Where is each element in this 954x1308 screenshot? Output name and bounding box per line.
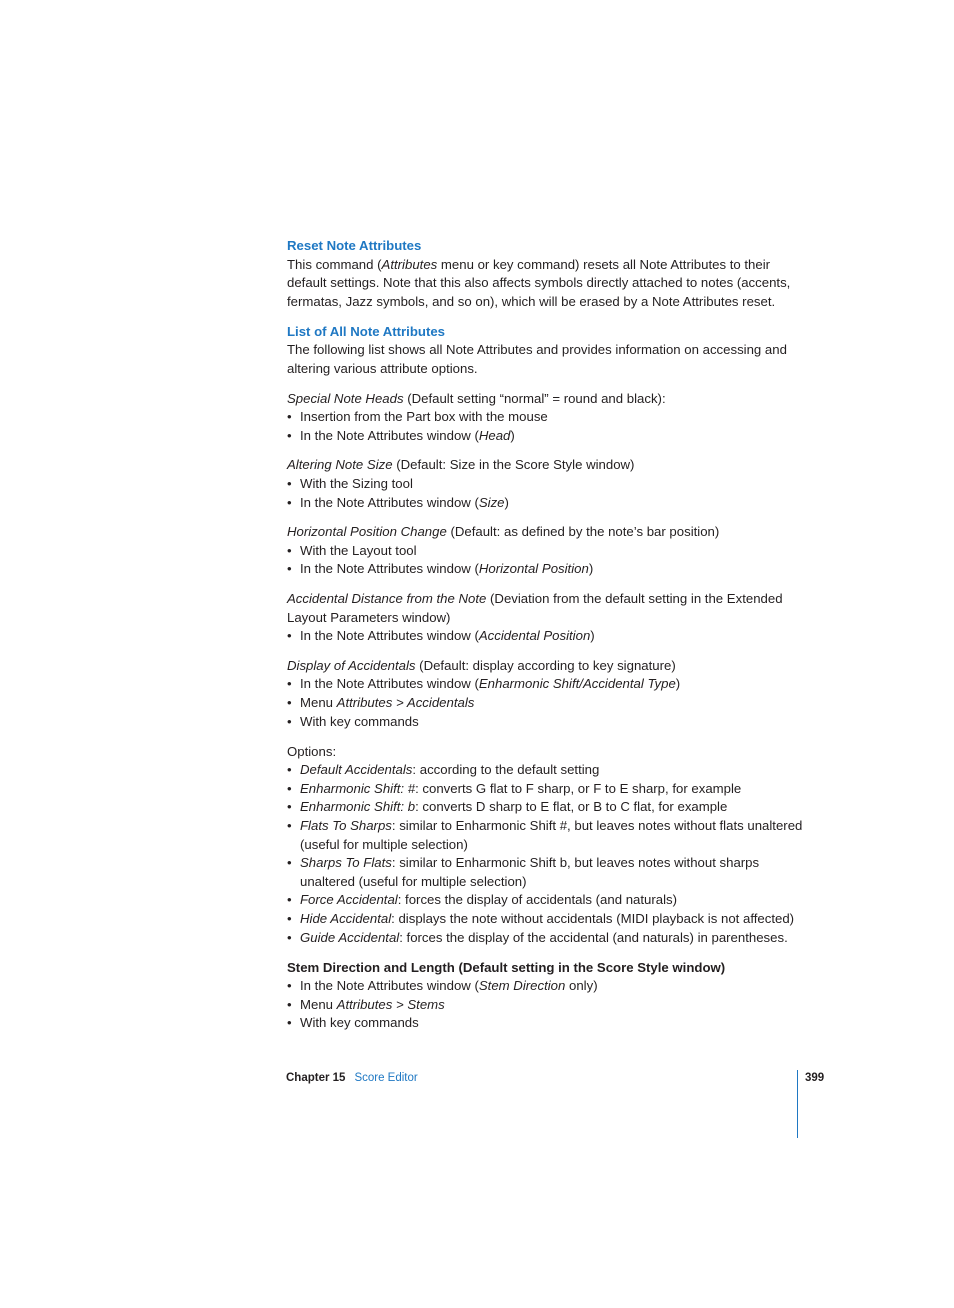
list-item: • Menu Attributes > Stems: [287, 996, 807, 1015]
list-item: • Insertion from the Part box with the mouse: [287, 408, 807, 427]
list-item: • In the Note Attributes window (Accidental Position): [287, 627, 807, 646]
stem-direction-list: [287, 977, 807, 1033]
list-intro-paragraph: The following list shows all Note Attributes and provides information on accessing and altering various attribute options.: [287, 342, 787, 377]
chapter-title: Score Editor: [354, 1072, 418, 1084]
special-note-heads-line: Special Note Heads (Default setting “normal” = round and black):: [287, 390, 666, 406]
list-item: • With the Sizing tool: [287, 475, 807, 494]
stem-direction-heading: Stem Direction and Length (Default setting in the Score Style window): [287, 959, 726, 975]
options-label: Options:: [287, 743, 337, 759]
list-item: • In the Note Attributes window (Head): [287, 427, 807, 446]
list-item: • In the Note Attributes window (Stem Direction only): [287, 977, 807, 996]
list-item: • With key commands: [287, 713, 807, 732]
horizontal-position-list: [287, 542, 807, 579]
note-size-list: [287, 475, 807, 512]
chapter-label: Chapter 15: [286, 1072, 346, 1084]
list-item: • In the Note Attributes window (Horizontal Position): [287, 560, 807, 579]
list-item: • Force Accidental: forces the display of accidentals (and naturals): [287, 891, 807, 910]
list-item: • Menu Attributes > Accidentals: [287, 694, 807, 713]
list-item: • Enharmonic Shift: b: converts D sharp to E flat, or B to C flat, for example: [287, 798, 807, 817]
list-of-note-attributes-heading: List of All Note Attributes: [287, 323, 445, 339]
footer-divider: [797, 1070, 798, 1138]
display-accidentals-line: Display of Accidentals (Default: display according to key signature): [287, 657, 676, 673]
list-item: • Hide Accidental: displays the note without accidentals (MIDI playback is not affected): [287, 910, 807, 929]
options-list: [287, 761, 807, 947]
reset-note-attributes-heading: Reset Note Attributes: [287, 238, 422, 253]
list-item: • With key commands: [287, 1014, 807, 1033]
list-item: • Enharmonic Shift: #: converts G flat to F sharp, or F to E sharp, for example: [287, 780, 807, 799]
list-item: • Flats To Sharps: similar to Enharmonic Shift #, but leaves notes without flats unaltered (useful for multiple selection): [287, 817, 807, 854]
page-footer: [286, 1070, 418, 1086]
list-item: • Guide Accidental: forces the display of the accidental (and naturals) in parentheses.: [287, 929, 807, 948]
special-note-heads-list: [287, 408, 807, 445]
list-item: • With the Layout tool: [287, 542, 807, 561]
page-content: [287, 237, 807, 1033]
page-number: 399: [805, 1072, 825, 1084]
list-item: • In the Note Attributes window (Enharmonic Shift/Accidental Type): [287, 675, 807, 694]
list-item: • In the Note Attributes window (Size): [287, 494, 807, 513]
list-item: • Sharps To Flats: similar to Enharmonic Shift b, but leaves notes without sharps unaltered (useful for multiple selection): [287, 854, 807, 891]
reset-note-attributes-paragraph: This command (Attributes menu or key command) resets all Note Attributes to their default settings. Note that this also affects symbols directly attached to notes (accents, fermatas, Jazz symbols, and so on), which will be erased by a Note Attributes reset.: [287, 256, 791, 309]
accidental-distance-line: Accidental Distance from the Note (Deviation from the default setting in the Extended Layout Parameters window): [287, 591, 783, 625]
note-size-line: Altering Note Size (Default: Size in the Score Style window): [287, 457, 635, 473]
accidental-distance-list: [287, 627, 807, 646]
display-accidentals-list: [287, 675, 807, 731]
list-item: • Default Accidentals: according to the default setting: [287, 761, 807, 780]
horizontal-position-line: Horizontal Position Change (Default: as defined by the note’s bar position): [287, 524, 720, 540]
